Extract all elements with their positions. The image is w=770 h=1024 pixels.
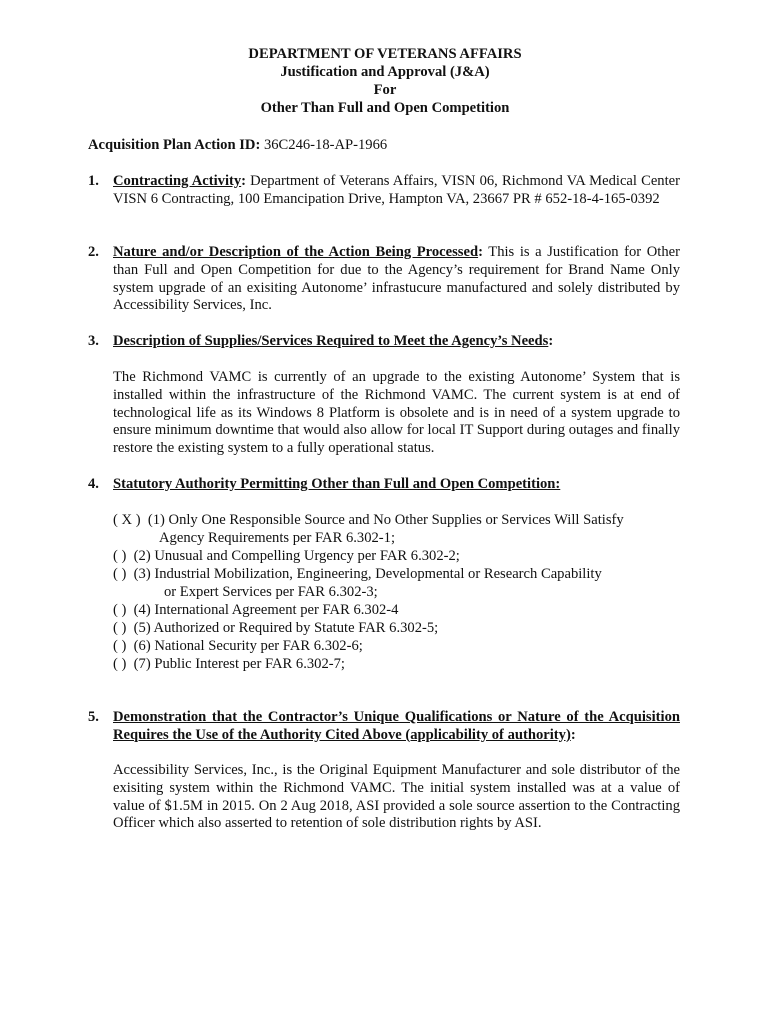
- authority-option-1: [113, 512, 624, 530]
- section-1-text: Department of Veterans Affairs, VISN 06, Richmond VA Medical Center VISN 6 Contracting, 100 Emancipation Drive, Hampton VA, 23667 PR # 652-18-4-165-0392: [113, 173, 680, 207]
- section-5-colon: :: [570, 726, 576, 743]
- authority-option-5: [113, 620, 438, 638]
- option-checkbox: ( ): [113, 566, 127, 582]
- option-checkbox: ( ): [113, 656, 127, 672]
- authority-option-2: [113, 548, 460, 566]
- authority-option-3-continued: or Expert Services per FAR 6.302-3;: [164, 584, 378, 600]
- plan-value: 36C246-18-AP-1966: [260, 137, 388, 153]
- section-2-title: Nature and/or Description of the Action Being Processed: [113, 244, 479, 260]
- option-checkbox-marked: ( X ): [113, 512, 141, 528]
- authority-option-3: [113, 566, 602, 584]
- section-3-paragraph: The Richmond VAMC is currently of an upgrade to the existing Autonome’ System that is installed within the infrastructure of the Richmond VAMC. The current system is at end of technological life as its Windows 8 Platform is obsolete and is in need of a system upgrade to ensure minimum downtime that would also allow for local IT Support during outages and finally restore the existing system to a fully operational status.: [113, 369, 680, 457]
- section-2: [113, 244, 680, 315]
- section-1: [113, 173, 680, 209]
- option-text: (1) Only One Responsible Source and No Other Supplies or Services Will Satisfy: [147, 512, 624, 528]
- header-department: DEPARTMENT OF VETERANS AFFAIRS: [248, 46, 522, 62]
- option-text: (5) Authorized or Required by Statute FAR 6.302-5;: [133, 620, 439, 636]
- header-competition: Other Than Full and Open Competition: [260, 100, 510, 116]
- section-2-number: 2.: [88, 244, 99, 260]
- option-text: (2) Unusual and Compelling Urgency per FAR 6.302-2;: [133, 548, 460, 564]
- section-5-title: Demonstration that the Contractor’s Unique Qualifications or Nature of the Acquisition Requires the Use of the Authority Cited Above (applicability of authority): [113, 709, 680, 743]
- header-for: For: [373, 82, 397, 98]
- option-checkbox: ( ): [113, 638, 127, 654]
- section-3-title: Description of Supplies/Services Required to Meet the Agency’s Needs: [113, 333, 549, 349]
- section-2-text: This is a Justification for Other than Full and Open Competition for due to the Agency’s requirement for Brand Name Only system upgrade of an exisiting Autonome’ infrastucure manufactured and solely distributed by Accessibility Services, Inc.: [113, 244, 680, 314]
- section-1-title: Contracting Activity: [113, 173, 242, 189]
- section-2-colon: :: [478, 244, 483, 260]
- section-4-title: Statutory Authority Permitting Other than Full and Open Competition:: [113, 476, 561, 492]
- section-4-heading: [113, 476, 680, 494]
- option-text: (4) International Agreement per FAR 6.302-4: [133, 602, 399, 618]
- option-checkbox: ( ): [113, 602, 127, 618]
- authority-option-1-continued: Agency Requirements per FAR 6.302-1;: [159, 530, 396, 546]
- plan-label: Acquisition Plan Action ID:: [88, 137, 261, 153]
- section-4-number: 4.: [88, 476, 99, 492]
- option-text: (3) Industrial Mobilization, Engineering, Developmental or Research Capability: [133, 566, 602, 582]
- header-justification: Justification and Approval (J&A): [280, 64, 490, 80]
- option-checkbox: ( ): [113, 620, 127, 636]
- section-5-number: 5.: [88, 709, 99, 725]
- section-3-heading: [113, 333, 680, 351]
- section-3-colon: :: [548, 333, 554, 349]
- authority-option-6: [113, 638, 363, 656]
- section-1-number: 1.: [88, 173, 99, 189]
- option-text: (6) National Security per FAR 6.302-6;: [133, 638, 363, 654]
- acquisition-plan-id: [88, 137, 387, 155]
- option-checkbox: ( ): [113, 548, 127, 564]
- authority-option-7: [113, 656, 345, 674]
- section-5-heading: [113, 709, 680, 745]
- authority-option-4: [113, 602, 398, 620]
- section-1-colon: :: [241, 173, 247, 189]
- section-3-number: 3.: [88, 333, 99, 349]
- option-text: (7) Public Interest per FAR 6.302-7;: [133, 656, 345, 672]
- section-5-paragraph: Accessibility Services, Inc., is the Original Equipment Manufacturer and sole distributor of the exisiting system within the Richmond VAMC. The initial system installed was at a value of value of $1.5M in 2015. On 2 Aug 2018, ASI provided a sole source assertion to the Contracting Officer which also asserted to retention of sole distribution rights by ASI.: [113, 762, 680, 832]
